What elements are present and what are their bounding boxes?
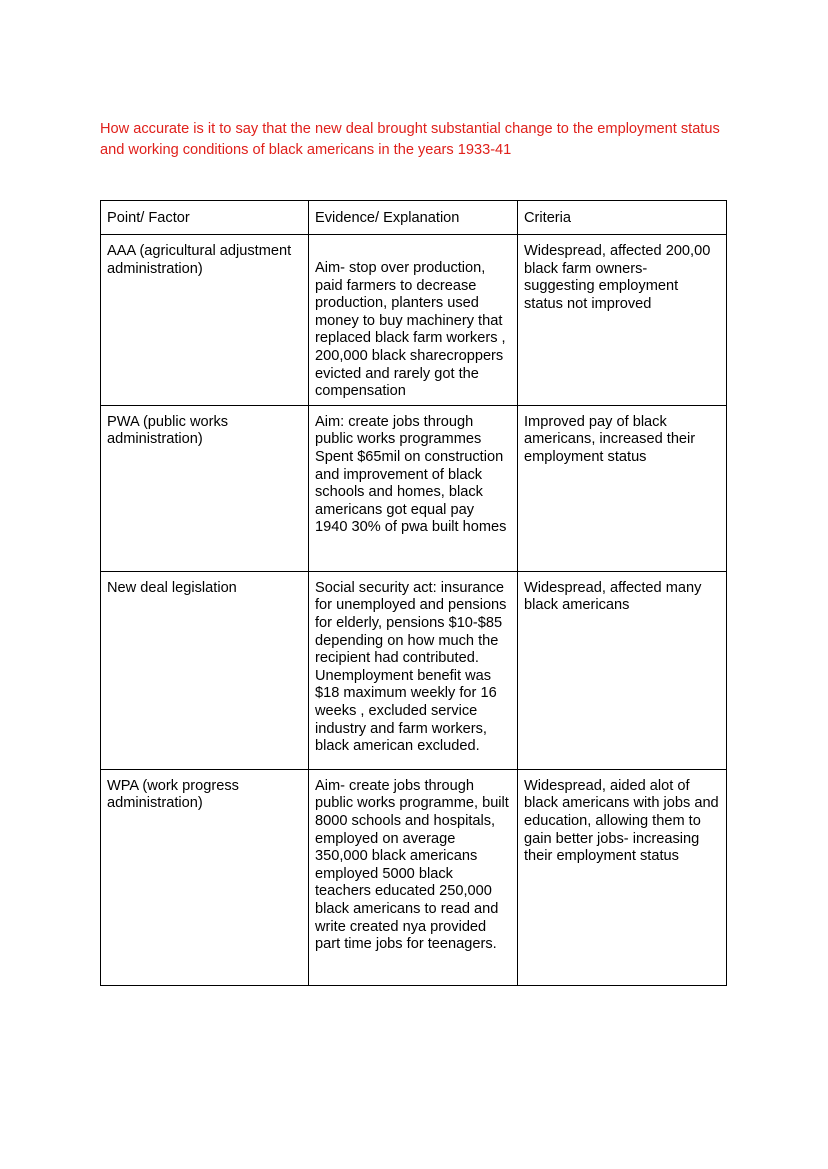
cell-text: Widespread, aided alot of black americans with jobs and education, allowing them to gain better jobs- increasing their employment status (524, 777, 719, 865)
cell-text: Aim- stop over production, paid farmers to decrease production, planters used money to buy machinery that replaced black farm workers , 200,000 black sharecroppers evicted and rarely got the compensation (315, 260, 506, 400)
cell-criteria (518, 405, 727, 571)
cell-text: Widespread, affected many black americans (524, 579, 702, 614)
header-criteria: Criteria (518, 201, 727, 235)
cell-text: Widespread, affected 200,00 black farm owners- suggesting employment status not improved (524, 243, 711, 312)
header-point-factor: Point/ Factor (101, 201, 309, 235)
cell-criteria (518, 769, 727, 985)
cell-point (101, 405, 309, 571)
cell-text: Aim: create jobs through public works programmes Spent $65mil on construction and improvement of black schools and homes, black americans got equal pay 1940 30% of pwa built homes (315, 413, 507, 536)
evidence-table (100, 200, 727, 986)
cell-evidence (309, 235, 518, 406)
header-evidence-explanation: Evidence/ Explanation (309, 201, 518, 235)
cell-point (101, 769, 309, 985)
cell-criteria (518, 235, 727, 406)
cell-text: New deal legislation (107, 579, 237, 596)
cell-evidence (309, 405, 518, 571)
table-row (101, 405, 727, 571)
table-row (101, 235, 727, 406)
cell-text: WPA (work progress administration) (107, 777, 239, 812)
cell-evidence (309, 769, 518, 985)
cell-text: PWA (public works administration) (107, 413, 229, 448)
essay-question: How accurate is it to say that the new deal brought substantial change to the employment status and working conditions of black americans in the years 1933-41 (100, 121, 720, 158)
cell-text: Improved pay of black americans, increased their employment status (524, 413, 696, 465)
cell-spacer (315, 243, 511, 260)
cell-text: Social security act: insurance for unemployed and pensions for elderly, pensions $10-$85 depending on how much the recipient had contributed. Unemployment benefit was $18 maximum weekly for 16 weeks , excluded service industry and farm workers, black american excluded. (315, 579, 507, 755)
cell-evidence (309, 571, 518, 769)
cell-point (101, 235, 309, 406)
table-row (101, 769, 727, 985)
table-header-row (101, 201, 727, 235)
cell-text: AAA (agricultural adjustment administration) (107, 243, 292, 277)
table-row (101, 571, 727, 769)
cell-text: Aim- create jobs through public works programme, built 8000 schools and hospitals, employed on average 350,000 black americans employed 5000 black teachers educated 250,000 black americans to read and write created nya provided part time jobs for teenagers. (315, 777, 509, 953)
cell-criteria (518, 571, 727, 769)
cell-point (101, 571, 309, 769)
